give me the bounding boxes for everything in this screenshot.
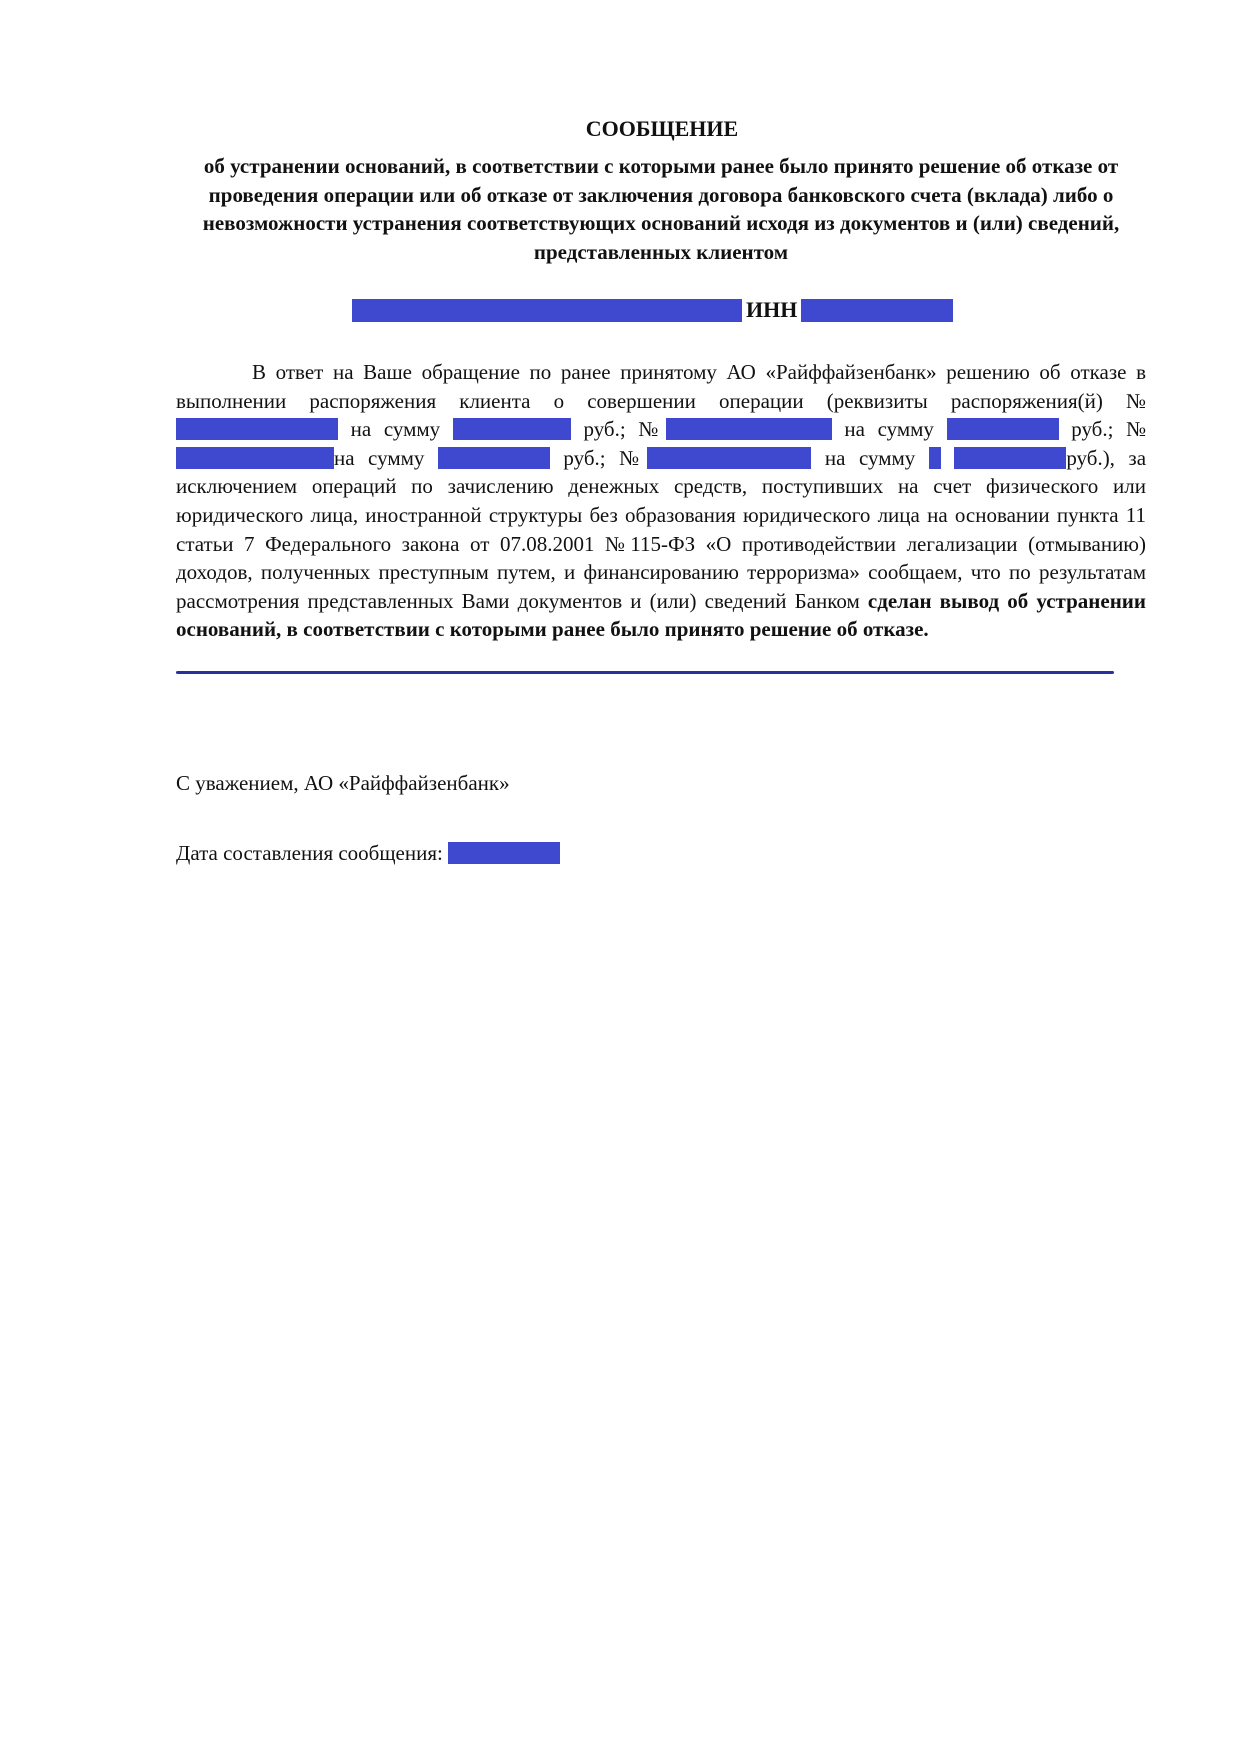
number-sign: № <box>619 445 648 470</box>
body-intro: В ответ на Ваше обращение по ранее принятому АО «Райффайзенбанк» решению об отказе в выполнении распоряжения клиента о совершении операции (реквизиты распоряжения(й) № <box>176 360 1146 413</box>
rub-label: руб.; <box>583 417 626 442</box>
highlight-underline <box>176 671 1114 674</box>
redacted-amount <box>438 447 550 469</box>
redacted-order-number <box>647 447 811 469</box>
rub-label: руб.; <box>563 445 606 470</box>
client-inn-line <box>352 297 953 323</box>
inn-label: ИНН <box>746 297 798 322</box>
redacted-amount <box>929 447 941 469</box>
body-main: руб.), за исключением операций по зачислению денежных средств, поступивших на счет физического или юридического лица, иностранной структуры без образования юридического лица на основании пункта 11 статьи 7 Федерального закона от 07.08.2001 №115-ФЗ «О противодействии легализации (отмыванию) доходов, полученных преступным путем, и финансированию терроризма» сообщаем, что по результатам рассмотрения представленных Вами документов и (или) сведений Банком <box>176 445 1147 613</box>
number-sign: № <box>1126 417 1147 442</box>
sum-label: на сумму <box>334 445 425 470</box>
signature-line: С уважением, АО «Райффайзенбанк» <box>176 771 510 795</box>
redacted-order-number <box>176 418 338 440</box>
redacted-client-name <box>352 299 742 322</box>
body-paragraph <box>176 358 1146 644</box>
date-label: Дата составления сообщения: <box>176 841 443 865</box>
redacted-date <box>448 842 560 864</box>
redacted-amount <box>453 418 571 440</box>
redacted-inn <box>801 299 953 322</box>
document-subtitle: об устранении оснований, в соответствии с которыми ранее было принято решение об отказе от проведения операции или об отказе от заключения договора банковского счета (вклада) либо о невозможности устранения соответствующих оснований исходя из документов и (или) сведений, представленных клиентом <box>202 154 1120 264</box>
redacted-amount <box>954 447 1066 469</box>
sum-label: на сумму <box>350 417 441 442</box>
sum-label: на сумму <box>844 417 934 442</box>
rub-label: руб.; <box>1071 417 1114 442</box>
conclusion-text: сделан вывод об устранении оснований, в соответствии с которыми ранее было принято решение об отказе. <box>176 588 1146 642</box>
redacted-order-number <box>666 418 832 440</box>
number-sign: № <box>638 417 666 442</box>
redacted-amount <box>947 418 1059 440</box>
sum-label: на сумму <box>824 445 916 470</box>
document-title: СООБЩЕНИЕ <box>585 116 739 141</box>
redacted-order-number <box>176 447 334 469</box>
date-line <box>176 840 560 866</box>
